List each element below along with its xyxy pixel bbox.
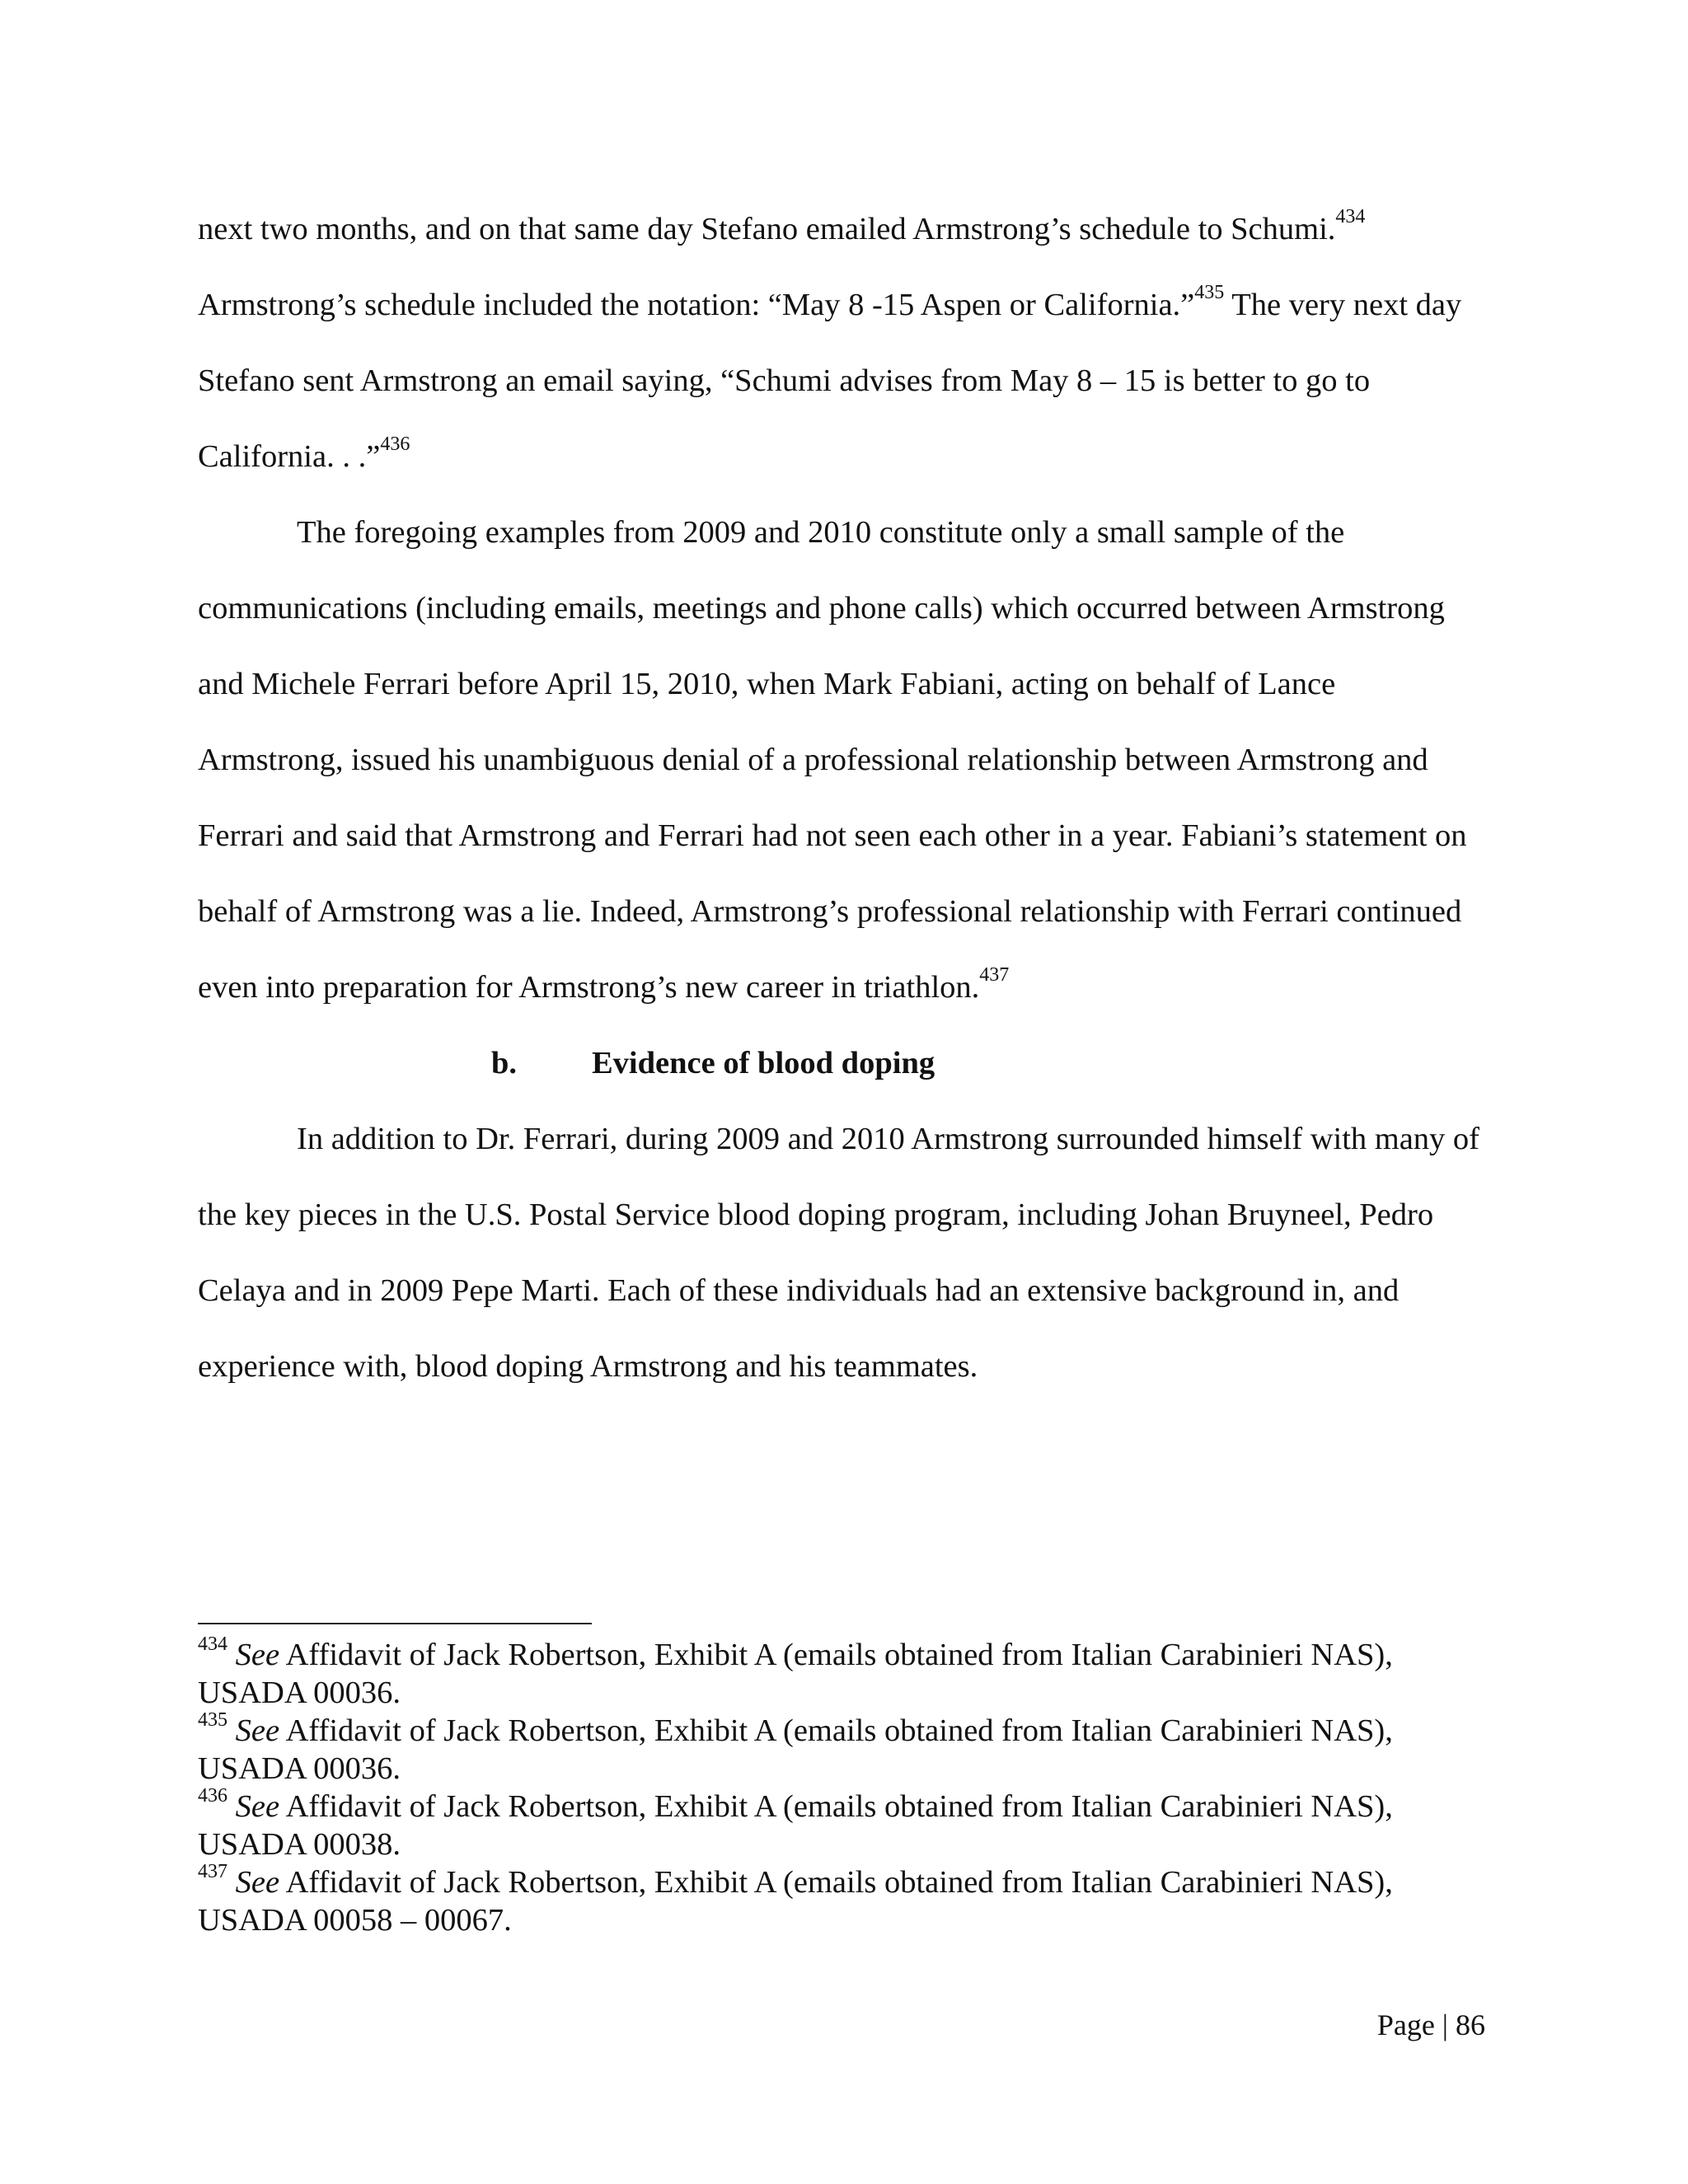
footnote-ref-435[interactable]: 435 <box>1194 282 1225 304</box>
footnote-signal: See <box>235 1638 280 1672</box>
footnote-435 <box>198 1709 1484 1788</box>
footnote-ref-437[interactable]: 437 <box>979 964 1010 987</box>
footnote-436 <box>198 1785 1484 1863</box>
section-letter: b. <box>491 1046 518 1080</box>
paragraph-blood-doping: In addition to Dr. Ferrari, during 2009 and 2010 Armstrong surrounded himself with many of the key pieces in the U.S. Postal Service blood doping program, including Johan Bruyneel, Pedro Celaya and in 2009 Pepe Marti. Each of these individuals had an extensive background in, and experience with, blood doping Armstrong and his teammates. <box>198 1122 1479 1384</box>
section-title: Evidence of blood doping <box>592 1046 935 1080</box>
footnote-signal: See <box>235 1713 280 1748</box>
footnotes <box>198 1633 1484 1939</box>
footnote-ref-436[interactable]: 436 <box>380 434 410 456</box>
section-heading <box>198 1025 1484 1101</box>
footnote-separator <box>198 1623 592 1624</box>
footnote-signal: See <box>235 1789 280 1824</box>
footnote-text: Affidavit of Jack Robertson, Exhibit A (emails obtained from Italian Carabinieri NAS), USADA 00038. <box>198 1789 1393 1862</box>
body-text <box>198 191 1484 1404</box>
paragraph-continuation <box>198 191 1484 494</box>
footnote-number: 435 <box>198 1709 227 1732</box>
footnote-text: Affidavit of Jack Robertson, Exhibit A (emails obtained from Italian Carabinieri NAS), USADA 00036. <box>198 1713 1393 1786</box>
footnote-text: Affidavit of Jack Robertson, Exhibit A (emails obtained from Italian Carabinieri NAS), USADA 00058 – 00067. <box>198 1865 1393 1938</box>
footnote-number: 436 <box>198 1785 227 1807</box>
footnote-number: 437 <box>198 1861 227 1883</box>
paragraph-foregoing-examples <box>198 494 1484 1025</box>
footnote-ref-434[interactable]: 434 <box>1335 206 1366 228</box>
paragraph-text: The very next day Stefano sent Armstrong an email saying, “Schumi advises from May 8 – 15 is better to go to California. . .” <box>198 288 1462 474</box>
footnote-signal: See <box>235 1865 280 1900</box>
footnote-text: Affidavit of Jack Robertson, Exhibit A (emails obtained from Italian Carabinieri NAS), USADA 00036. <box>198 1638 1393 1710</box>
footnote-434 <box>198 1633 1484 1712</box>
paragraph-text: next two months, and on that same day Stefano emailed Armstrong’s schedule to Schumi. <box>198 212 1336 246</box>
footnote-number: 434 <box>198 1633 227 1656</box>
footnote-437 <box>198 1863 1484 1939</box>
paragraph-text: Armstrong’s schedule included the notation: “May 8 -15 Aspen or California.” <box>198 288 1195 322</box>
page-number: Page | 86 <box>1376 2008 1485 2041</box>
paragraph-text: The foregoing examples from 2009 and 2010 constitute only a small sample of the communications (including emails, meetings and phone calls) which occurred between Armstrong and Michele Ferrari before April 15, 2010, when Mark Fabiani, acting on behalf of Lance Armstrong, issued his unambiguous denial of a professional relationship between Armstrong and Ferrari and said that Armstrong and Ferrari had not seen each other in a year. Fabiani’s statement on behalf of Armstrong was a lie. Indeed, Armstrong’s professional relationship with Ferrari continued even into preparation for Armstrong’s new career in triathlon. <box>198 515 1467 1005</box>
